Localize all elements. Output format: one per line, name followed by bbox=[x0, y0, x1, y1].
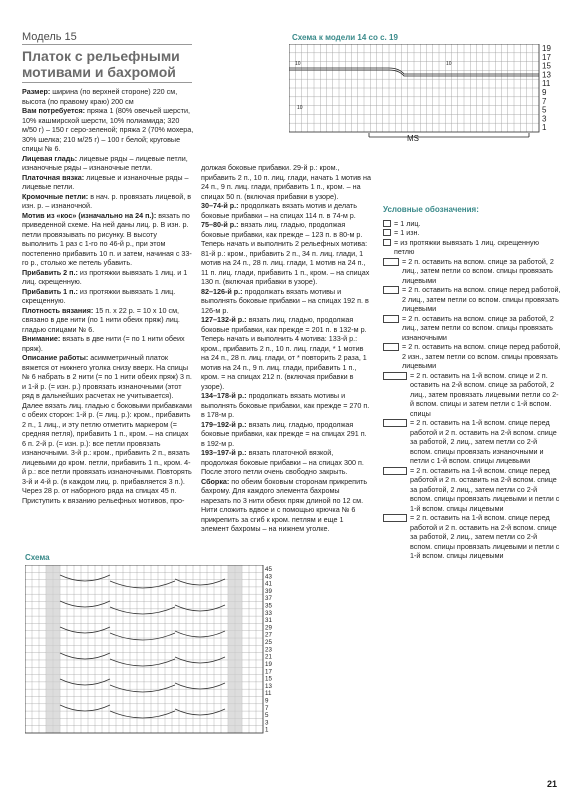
legend-symbol-icon bbox=[383, 229, 391, 236]
row-number: 37 bbox=[265, 595, 272, 603]
legend-symbol-icon bbox=[383, 220, 391, 227]
paragraph bbox=[22, 154, 194, 173]
row-number: 5 bbox=[265, 712, 269, 720]
row-number: 15 bbox=[265, 675, 272, 683]
paragraph-text: продолжать вязать мотив и делать боковые прибавки – на спицах 114 п. в 74-м р. bbox=[201, 201, 357, 220]
cable-curve bbox=[60, 653, 110, 659]
legend-item bbox=[383, 285, 561, 314]
row-number: 11 bbox=[265, 690, 272, 698]
row-number: 29 bbox=[265, 624, 272, 632]
legend-item bbox=[383, 257, 561, 286]
cable-curve bbox=[60, 601, 110, 607]
row-number: 17 bbox=[542, 52, 551, 62]
paragraph-heading: 75–80-й р.: bbox=[201, 220, 239, 229]
legend-symbol-icon bbox=[383, 286, 399, 294]
legend-item bbox=[383, 228, 561, 238]
cable-curve bbox=[110, 711, 175, 718]
paragraph-text: вязать по приведенной схеме. На ней даны лиц. р. В изн. р. петли провязывать по рисунку. В высоту выполнить 1 раз с 1-го по 46-й р., при этом постепенно прибавить 10 п. и затем, начиная с 33-го р., столько же петель убавить. bbox=[22, 210, 192, 267]
top-chart bbox=[289, 44, 561, 144]
title-line-1: Платок с рельефными bbox=[22, 48, 180, 64]
paragraph bbox=[201, 287, 371, 316]
paragraph-heading: Сборка: bbox=[201, 476, 230, 486]
legend-text: = 2 п. оставить на 1-й вспом. спице перед работой и 2 п. оставить на 2-й вспом. спице за работой, 2 лиц., затем петли со 2-й вспом. спицы провязать лицевыми и петли с 1-й вспом. спицы лицевыми bbox=[410, 513, 560, 560]
paragraph-text: вязать лиц. гладью, продолжая боковые прибавки, как прежде = на спицах 291 п. в 192-м р. bbox=[201, 419, 367, 448]
paragraph-text: из протяжки вывязать 1 лиц. скрещенную. bbox=[22, 286, 176, 305]
paragraph-text: по обеим боковым сторонам прикрепить бахрому. Для каждого элемента бахромы нарезать по 3 нити обеих пряж длиной по 12 см. Нити сложить вдвое и с помощью крючка № 6 прикрепить за сгиб к кром. петлям и еще 1 элемент бахромы – на нижнем уголке. bbox=[201, 476, 368, 533]
legend-text: = 1 лиц. bbox=[394, 218, 421, 228]
paragraph-heading: Плотность вязания: bbox=[22, 305, 94, 315]
legend bbox=[383, 205, 561, 561]
main-chart-svg bbox=[25, 565, 280, 735]
row-number: 31 bbox=[265, 617, 272, 625]
paragraph-heading: 30–74-й р.: bbox=[201, 201, 239, 210]
paragraph-heading: 82–126-й р.: bbox=[201, 286, 243, 296]
top-chart-title: Схема к модели 14 со с. 19 bbox=[292, 33, 398, 42]
paragraph-text: вязать в две нити (= по 1 нити обеих пряж). bbox=[22, 334, 185, 353]
paragraph bbox=[201, 448, 371, 477]
paragraph-heading: Мотив из «кос» (изначально на 24 п.): bbox=[22, 210, 157, 220]
legend-item bbox=[383, 466, 561, 514]
ms-label: MS bbox=[407, 134, 419, 143]
paragraph-heading: Прибавить 2 п.: bbox=[22, 267, 78, 277]
paragraph-text: 15 п. x 22 р. = 10 x 10 см, связано в две нити (по 1 нити обеих пряж) лиц. гладью спицами № 6. bbox=[22, 305, 180, 334]
paragraph bbox=[201, 477, 371, 534]
paragraph-text: асимметричный платок вяжется от нижнего уголка снизу вверх. На спицы № 6 набрать в 2 нити (= по 1 нити обеих пряж) 3 п. и 1-й р. (= изн. р.) провязать изнаночными (этот ряд в дальнейших расчетах не учитывается). Далее вязать лиц. гладью с боковыми прибавками с обеих сторон: 1-й р. (= лиц. р.): кром., прибавить 2 п., 1 лиц., и эту петлю отметить маркером (= средняя петля), прибавить 1 п., кром. – на спицах 6 п. 2-й р. (= изн. р.): все петли провязать изнаночными. 3-й р.: кром., прибавить 2 п., вязать лицевыми до кром. петли, прибавить 1 п., кром. 4-й р.: все петли провязать изнаночными. Повторять 3-й и 4-й р. (в каждом лиц. р. прибавляется 3 п.). bbox=[22, 353, 192, 486]
row-number: 15 bbox=[542, 61, 551, 71]
cable-curve bbox=[60, 575, 110, 581]
row-number: 35 bbox=[265, 602, 272, 610]
row-number: 21 bbox=[265, 653, 272, 661]
paragraph-heading: 179–192-й р.: bbox=[201, 419, 247, 429]
legend-symbol-icon bbox=[383, 343, 399, 351]
legend-symbol-icon bbox=[383, 467, 407, 475]
paragraph-heading: Вам потребуется: bbox=[22, 106, 86, 115]
legend-text: = 2 п. оставить на 1-й вспом. спице и 2 п. оставить на 2-й вспом. спице за работой, 2 лиц., затем провязать лицевыми петли со 2-й вспом. спицы и затем петли с 1-й вспом. спицы bbox=[410, 370, 559, 418]
paragraph-text: лицевые ряды – лицевые петли, изнаночные ряды – изнаночные петли. bbox=[22, 153, 188, 172]
legend-symbol-icon bbox=[383, 239, 391, 246]
model-label: Модель 15 bbox=[22, 31, 77, 43]
paragraph-text: пряжа 1 (80% овечьей шерсти, 10% кашмирской шерсти, 10% полиамида; 320 м/50 г) – 150 г серо-зеленой; пряжа 2 (70% мохера, 30% шелка; 210 м/25 г) – 100 г белой; круговые спицы № 6. bbox=[22, 106, 194, 153]
paragraph-heading: 134–178-й р.: bbox=[201, 391, 247, 400]
row-number: 25 bbox=[265, 639, 272, 647]
row-number: 39 bbox=[265, 587, 272, 595]
row-number: 19 bbox=[542, 44, 551, 53]
row-number: 9 bbox=[265, 697, 269, 705]
cable-curve bbox=[60, 627, 110, 633]
cable-curve bbox=[60, 705, 110, 711]
paragraph-text: продолжать вязать мотивы и выполнять боковые прибавки, как прежде = 270 п. в 178-м р. bbox=[201, 391, 370, 419]
paragraph bbox=[22, 106, 194, 154]
legend-symbol-icon bbox=[383, 514, 407, 522]
paragraph-heading: Кромочные петли: bbox=[22, 191, 89, 201]
main-column-1 bbox=[22, 87, 194, 505]
paragraph bbox=[201, 220, 371, 287]
purl-column bbox=[53, 565, 60, 733]
legend-text: = из протяжки вывязать 1 лиц. скрещенную петлю bbox=[394, 237, 539, 256]
purl-column bbox=[46, 565, 53, 733]
cable-curve bbox=[110, 685, 175, 692]
paragraph-heading: 127–132-й р.: bbox=[201, 315, 247, 324]
legend-item bbox=[383, 314, 561, 343]
row-number: 41 bbox=[265, 580, 272, 588]
paragraph-text: вязать лиц. гладью, продолжая боковые прибавки, как прежде – 123 п. в 80-м р. Теперь начать и выполнить 2 рельефных мотива: 81-й р.: кром., прибавить 2 п., 34 п. лиц. глади, 1 мотив на 24 п., 28 п. лиц. глади, 1 мотив на 24 п., 11 п. лиц. глади, прибавить 1 п., кром. – на спицах 130 п. (включая прибавки в узоре). bbox=[201, 220, 370, 286]
cable-curve bbox=[110, 633, 175, 640]
paragraph bbox=[22, 173, 194, 192]
legend-item bbox=[383, 418, 561, 466]
inner-label: 10 bbox=[297, 105, 303, 111]
paragraph bbox=[201, 391, 371, 420]
row-number: 1 bbox=[265, 726, 269, 734]
row-number: 11 bbox=[542, 79, 551, 89]
paragraph-text: в нач. р. провязать лицевой, в изн. р. – изнаночной. bbox=[22, 191, 192, 210]
paragraph bbox=[22, 268, 194, 287]
row-number: 7 bbox=[265, 704, 269, 712]
paragraph-text: ширина (по верхней стороне) 220 см, высота (по правому краю) 200 см bbox=[22, 87, 178, 106]
legend-title: Условные обозначения: bbox=[383, 205, 479, 214]
purl-column bbox=[228, 565, 235, 733]
legend-item bbox=[383, 371, 561, 419]
paragraph-heading: Размер: bbox=[22, 87, 51, 96]
inner-label: 10 bbox=[446, 61, 452, 67]
inner-label: 10 bbox=[295, 61, 301, 67]
paragraph bbox=[22, 192, 194, 211]
legend-symbol-icon bbox=[383, 372, 407, 380]
paragraph-text: продолжать вязать мотивы и выполнять боковые прибавки – на спицах 192 п. в 126-м р. bbox=[201, 286, 369, 315]
legend-text: = 2 п. оставить на 1-й вспом. спице перед работой и 2 п. оставить на 2-й вспом. спице за работой, 2 лиц., затем петли со 2-й вспом. спицы провязать изнаночными и петли с 1-й вспом. спицы лицевыми bbox=[410, 418, 557, 465]
paragraph-text: из протяжки вывязать 1 лиц. и 1 лиц. скрещенную. bbox=[22, 267, 188, 286]
paragraph bbox=[22, 353, 194, 486]
paragraph bbox=[22, 211, 194, 268]
row-number: 3 bbox=[542, 114, 547, 124]
schema-title: Схема bbox=[25, 553, 50, 562]
paragraph bbox=[201, 201, 371, 220]
row-number: 7 bbox=[542, 96, 547, 106]
paragraph bbox=[22, 287, 194, 306]
legend-item bbox=[383, 513, 561, 561]
paragraph bbox=[201, 315, 371, 391]
paragraph bbox=[22, 87, 194, 106]
cable-curve bbox=[110, 607, 175, 614]
row-number: 9 bbox=[542, 88, 547, 97]
paragraph-heading: Лицевая гладь: bbox=[22, 153, 78, 163]
page-title bbox=[22, 48, 222, 80]
paragraph bbox=[22, 306, 194, 335]
row-number: 3 bbox=[265, 719, 269, 727]
row-number: 45 bbox=[265, 566, 272, 573]
legend-item bbox=[383, 238, 561, 257]
legend-text: = 2 п. оставить на вспом. спице за работой, 2 лиц., затем петли со вспом. спицы провязать изнаночными bbox=[402, 313, 554, 342]
row-number: 19 bbox=[265, 660, 272, 668]
legend-text: = 1 изн. bbox=[394, 228, 420, 237]
paragraph bbox=[22, 334, 194, 353]
model-rule bbox=[22, 44, 192, 45]
paragraph-heading: Внимание: bbox=[22, 334, 61, 343]
row-number: 13 bbox=[542, 70, 551, 80]
legend-item bbox=[383, 219, 561, 229]
row-number: 43 bbox=[265, 573, 272, 581]
legend-text: = 2 п. оставить на вспом. спице за работой, 2 лиц., затем петли со вспом. спицы провязать лицевыми bbox=[402, 256, 554, 285]
main-column-2 bbox=[201, 163, 371, 534]
row-number: 23 bbox=[265, 646, 272, 654]
top-chart-svg bbox=[289, 44, 561, 144]
legend-symbol-icon bbox=[383, 315, 399, 323]
paragraph-heading: Прибавить 1 п.: bbox=[22, 286, 78, 296]
paragraph bbox=[201, 420, 371, 449]
paragraph-text: Через 28 р. от наборного ряда на спицах 45 п. Приступить к вязанию рельефных мотивов, про- bbox=[22, 486, 185, 505]
row-number: 5 bbox=[542, 105, 547, 115]
paragraph-text: должая боковые прибавки. 29-й р.: кром., прибавить 2 п., 10 п. лиц. глади, начать 1 мотив на 24 п., 9 п. лиц. глади, прибавить 1 п., кром. – на спицах 50 п. (включая прибавки в узоре). bbox=[201, 163, 371, 201]
title-rule bbox=[22, 82, 192, 83]
legend-text: = 2 п. оставить на вспом. спице перед работой, 2 лиц., затем петли со вспом. спицы провязать лицевыми bbox=[402, 285, 561, 313]
legend-text: = 2 п. оставить на 1-й вспом. спице перед работой и 2 п. оставить на 2-й вспом. спице за работой, 2 лиц., затем петли со 2-й вспом. спицы провязать лицевыми и петли с 1-й вспом. спицы лицевыми bbox=[410, 465, 560, 513]
paragraph-text: лицевые и изнаночные ряды – лицевые петли. bbox=[22, 172, 189, 191]
legend-item bbox=[383, 342, 561, 371]
row-number: 17 bbox=[265, 668, 272, 676]
purl-column bbox=[235, 565, 242, 733]
legend-symbol-icon bbox=[383, 258, 399, 266]
paragraph-heading: Описание работы: bbox=[22, 353, 89, 362]
paragraph-heading: 193–197-й р.: bbox=[201, 448, 247, 457]
paragraph-heading: Платочная вязка: bbox=[22, 172, 85, 182]
title-line-2: мотивами и бахромой bbox=[22, 64, 176, 80]
paragraph bbox=[22, 486, 194, 505]
paragraph bbox=[201, 163, 371, 201]
row-number: 33 bbox=[265, 609, 272, 617]
paragraph-text: вязать лиц. гладью, продолжая боковые прибавки, как прежде = 201 п. в 132-м р. Теперь начать и выполнить 4 мотива: 133-й р.: кром., прибавить 2 п., 10 п. лиц. глади, * 1 мотив на 24 п., 28 п. лиц. глади, от * повторить 2 раза, 1 мотив на 24 п., 9 п. лиц. глади, прибавить 1 п., кром. = на спицах 212 п. (включая прибавки в узоре). bbox=[201, 315, 367, 391]
page-number: 21 bbox=[547, 779, 558, 789]
paragraph-text: вязать платочной вязкой, продолжая боковые прибавки – на спицах 300 п. После этого петли очень свободно закрыть. bbox=[201, 448, 364, 476]
main-chart bbox=[25, 565, 280, 735]
legend-text: = 2 п. оставить на вспом. спице перед работой, 2 изн., затем петли со вспом. спицы провязать лицевыми bbox=[402, 342, 561, 370]
row-number: 13 bbox=[265, 682, 272, 690]
row-number: 27 bbox=[265, 631, 272, 639]
legend-symbol-icon bbox=[383, 419, 407, 427]
row-number: 1 bbox=[542, 123, 547, 133]
